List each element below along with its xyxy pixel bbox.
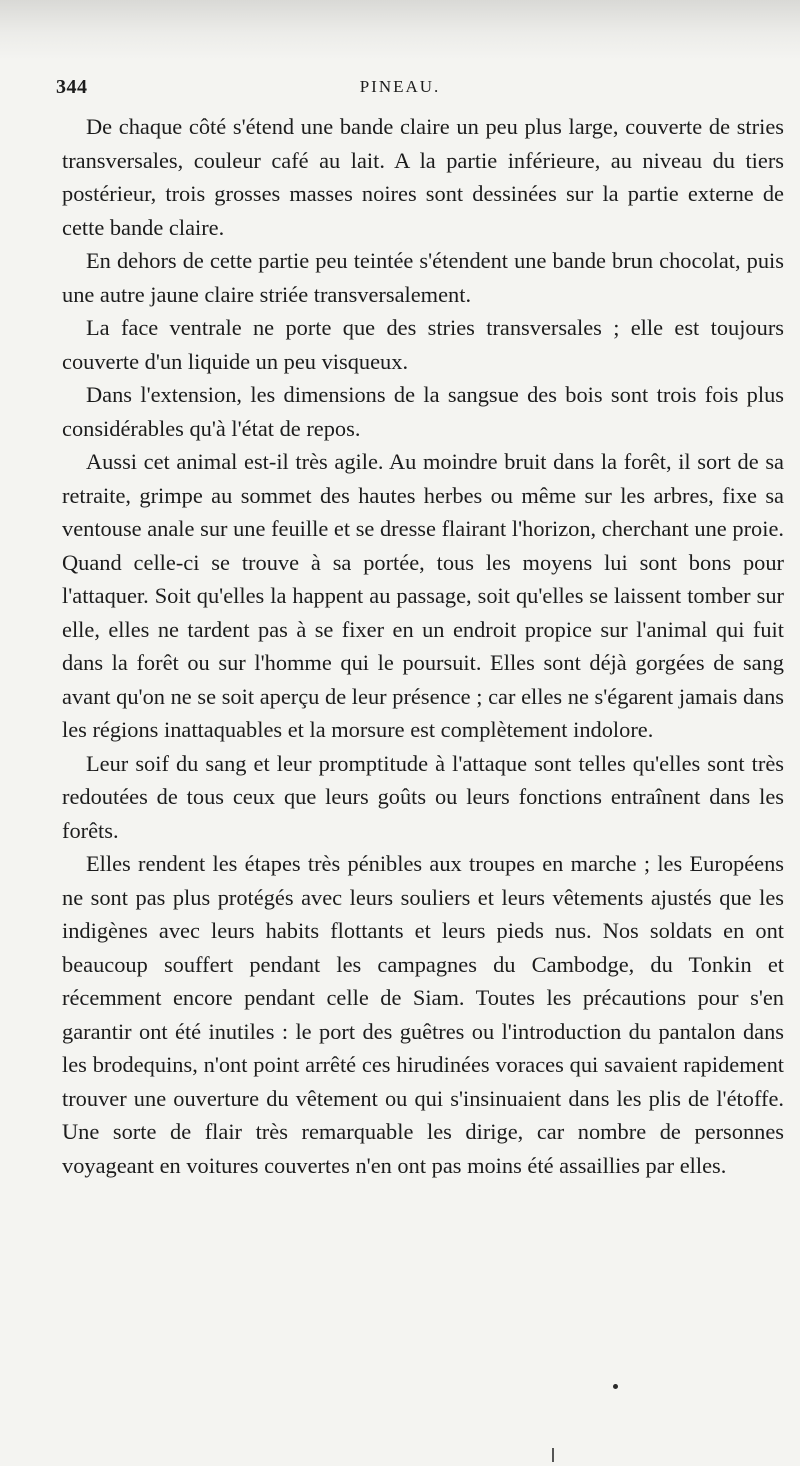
scan-mark: [552, 1448, 554, 1462]
running-head: PINEAU.: [359, 77, 441, 96]
paragraph: Aussi cet animal est-il très agile. Au moindre bruit dans la forêt, il sort de sa retraite, grimpe au sommet des hautes herbes ou même sur les arbres, fixe sa ventouse anale sur une feuille et se dresse flairant l'horizon, cherchant une proie. Quand celle-ci se trouve à sa portée, tous les moyens lui sont bons pour l'attaquer. Soit qu'elles la happent au passage, soit qu'elles se laissent tomber sur elle, elles ne tardent pas à se fixer en un endroit propice sur l'animal qui fuit dans la forêt ou sur l'homme qui le poursuit. Elles sont déjà gorgées de sang avant qu'on ne se soit aperçu de leur présence ; car elles ne s'égarent jamais dans les régions inattaquables et la morsure est complètement indolore.: [62, 449, 784, 742]
scan-speck: [613, 1384, 618, 1389]
paragraph: Leur soif du sang et leur promptitude à l'attaque sont telles qu'elles sont très redoutées de tous ceux que leurs goûts ou leurs fonctions entraînent dans les forêts.: [62, 750, 784, 843]
paragraph: Elles rendent les étapes très pénibles aux troupes en marche ; les Européens ne sont pas plus protégés avec leurs souliers et leurs vêtements ajustés que les indigènes avec leurs habits flottants et leurs pieds nus. Nos soldats en ont beaucoup souffert pendant les campagnes du Cambodge, du Tonkin et récemment encore pendant celle de Siam. Toutes les précautions pour s'en garantir ont été inutiles : le port des guêtres ou l'introduction du pantalon dans les brodequins, n'ont point arrêté ces hirudinées voraces qui savaient rapidement trouver une ouverture du vêtement ou qui s'insinuaient dans les plis de l'étoffe. Une sorte de flair très remarquable les dirige, car nombre de personnes voyageant en voitures couvertes n'en ont pas moins été assaillies par elles.: [62, 851, 784, 1178]
body-text: [62, 110, 784, 1182]
paragraph: Dans l'extension, les dimensions de la sangsue des bois sont trois fois plus considérables qu'à l'état de repos.: [62, 382, 784, 441]
paragraph: La face ventrale ne porte que des stries transversales ; elle est toujours couverte d'un liquide un peu visqueux.: [62, 315, 784, 374]
scan-top-edge: [0, 0, 800, 60]
paragraph: De chaque côté s'étend une bande claire un peu plus large, couverte de stries transversales, couleur café au lait. A la partie inférieure, au niveau du tiers postérieur, trois grosses masses noires sont dessinées sur la partie externe de cette bande claire.: [62, 114, 784, 240]
page-header: [0, 66, 800, 102]
paragraph: En dehors de cette partie peu teintée s'étendent une bande brun chocolat, puis une autre jaune claire striée transversalement.: [62, 248, 784, 307]
page-number: 344: [56, 76, 88, 98]
